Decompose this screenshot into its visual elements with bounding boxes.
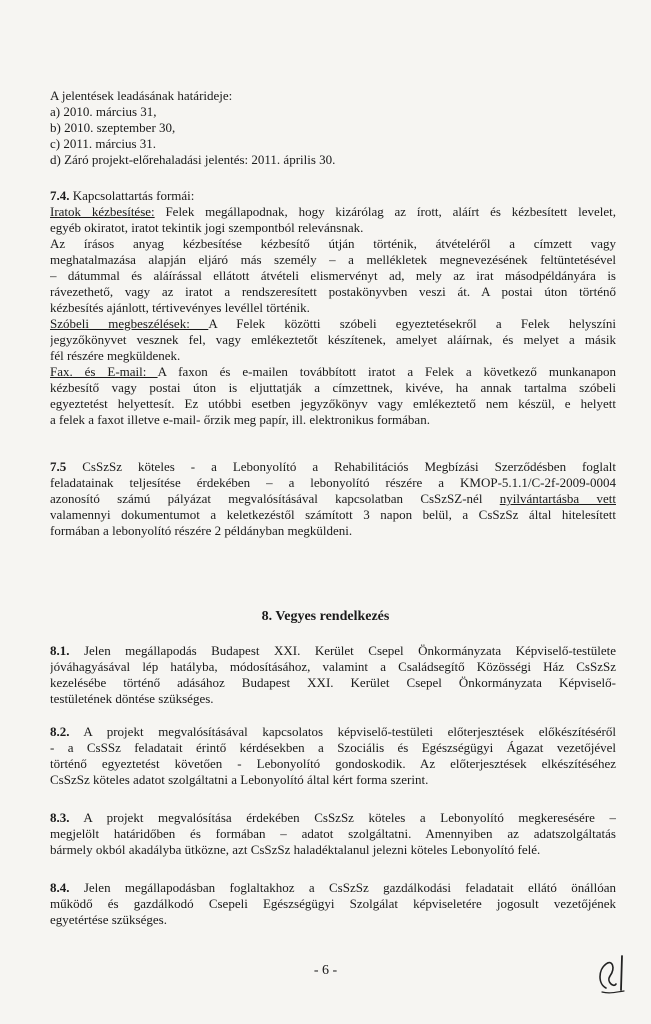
section-7-4-heading: 7.4. Kapcsolattartás formái:: [50, 188, 195, 203]
paragraph-line: megjelölt határidőben és formában – adatot szolgáltatni. Amennyiben az adatszolgáltatás: [50, 826, 616, 841]
section-8-3: [50, 810, 616, 858]
deadlines-intro: A jelentések leadásának határideje:: [50, 88, 233, 103]
paragraph-line: fél részére megküldenek.: [50, 348, 181, 363]
section-8-2: [50, 724, 616, 788]
fax-label: Fax. és E-mail:: [50, 364, 158, 379]
paragraph-line: testületének döntése szükséges.: [50, 691, 214, 706]
paragraph-line: egyetértése szükséges.: [50, 912, 167, 927]
paragraph-line: 8.2. A projekt megvalósításával kapcsolatos képviselő-testületi előterjesztések előkészítéséről: [50, 724, 616, 739]
paragraph-line: Az írásos anyag kézbesítése kézbesítő útján történik, átvételéről a címzett vagy: [50, 236, 616, 251]
paragraph-line: CsSzSz köteles adatot szolgáltatni a Lebonyolító által kért forma szerint.: [50, 772, 429, 787]
paragraph-line: 8.3. A projekt megvalósítása érdekében CsSzSz köteles a Lebonyolító megkeresésére –: [50, 810, 616, 825]
paragraph-line: - a CsSSz feladatait érintő kérdésekben a Szociális és Egészségügyi Ágazat vezetőjével: [50, 740, 616, 755]
paragraph-line: Iratok kézbesítése: Felek megállapodnak, hogy kizárólag az írott, aláírt és kézbesített levelet,: [50, 204, 616, 219]
deadline-item: c) 2011. március 31.: [50, 136, 157, 151]
paragraph-line: 8.1. Jelen megállapodás Budapest XXI. Kerület Csepel Önkormányzata Képviselő-testülete: [50, 643, 616, 658]
paragraph-line: a felek a faxot illetve e-mail- őrzik meg papír, ill. elektronikus formában.: [50, 412, 430, 427]
deadline-item: b) 2010. szeptember 30,: [50, 120, 176, 135]
paragraph-line: meghatalmazása alapján eljáró más személy – a mellékletek megnevezésének feltüntetésével: [50, 252, 616, 267]
paragraph-line: egyeztetést helyettesít. Ez utóbbi esetben jegyzőkönyv vagy emlékeztető nem készül, e helyett: [50, 396, 616, 411]
paragraph-line: kézbesítő vagy postai úton is eljuttatják a címzettnek, kivéve, ha annak tartalma szóbeli: [50, 380, 616, 395]
paragraph-line: egyéb okiratot, iratot tekintik jogi szempontból relevánsnak.: [50, 220, 364, 235]
paragraph-line: kezelésébe történő adásához Budapest XXI. Kerület Csepel Önkormányzata Képviselő-: [50, 675, 616, 690]
section-7-4: [50, 188, 616, 428]
paragraph-line: azonosító számú pályázat megvalósításával kapcsolatban CsSzSZ-nél nyilvántartásba vett: [50, 491, 616, 506]
paragraph-line: kézbesítés ajánlott, tértivevényes levéllel történik.: [50, 300, 310, 315]
iratok-label: Iratok kézbesítése:: [50, 204, 155, 219]
paragraph-line: formában a lebonyolító részére 2 példányban megküldeni.: [50, 523, 353, 538]
deadlines-section: [50, 88, 616, 168]
paragraph-line: feladatainak teljesítése érdekében – a lebonyolító részére a KMOP-5.1.1/C-2f-2009-0004: [50, 475, 616, 490]
section-8-1: [50, 643, 616, 707]
paragraph-line: jegyzőkönyvet vesznek fel, vagy emlékeztetőt készítenek, amelyet aláírnak, és melyet a másik: [50, 332, 616, 347]
section-8-heading: 8. Vegyes rendelkezés: [261, 609, 390, 624]
page-number: - 6 -: [313, 963, 338, 978]
section-7-5: [50, 459, 616, 539]
paragraph-line: valamennyi dokumentumot a keletkezéstől számított 3 napon belül, a CsSzSz által hitelesített: [50, 507, 616, 522]
paragraph-line: rávezethető, vagy az iratot a rendszeresített postakönyvben veszi át. A postai úton történő: [50, 284, 616, 299]
deadline-item: d) Záró projekt-előrehaladási jelentés: 2011. április 30.: [50, 152, 336, 167]
paragraph-line: – dátummal és aláírással ellátott átvételi elismervényt ad, mely az irat másodpéldányára is: [50, 268, 616, 283]
paragraph-line: működő és gazdálkodó Csepeli Egészségügyi Szolgálat képviseletére jogosult vezetőjének: [50, 896, 616, 911]
paragraph-line: jóváhagyásával lép hatályba, módosításához, valamint a Családsegítő Közösségi Ház CsSzSz: [50, 659, 616, 674]
paragraph-line: bármely okból akadályba ütközne, azt CsSzSz haladéktalanul jelezni köteles Lebonyolító felé.: [50, 842, 541, 857]
paragraph-line: Szóbeli megbeszélések: A Felek közötti szóbeli egyeztetésekről a Felek helyszíni: [50, 316, 616, 331]
section-8-4: [50, 880, 616, 928]
paragraph-line: Fax. és E-mail: A faxon és e-mailen továbbított iratot a Felek a következő munkanapon: [50, 364, 616, 379]
deadline-item: a) 2010. március 31,: [50, 104, 157, 119]
paragraph-line: 8.4. Jelen megállapodásban foglaltakhoz a CsSzSz gazdálkodási feladatait ellátó önállóan: [50, 880, 616, 895]
paragraph-line: 7.5 CsSzSz köteles - a Lebonyolító a Rehabilitációs Megbízási Szerződésben foglalt: [50, 459, 616, 474]
handwritten-initials: [594, 948, 634, 998]
paragraph-line: történő egyeztetést követően - Lebonyolító gondoskodik. Az előterjesztések elkészítéséhez: [50, 756, 616, 771]
szobeli-label: Szóbeli megbeszélések:: [50, 316, 209, 331]
